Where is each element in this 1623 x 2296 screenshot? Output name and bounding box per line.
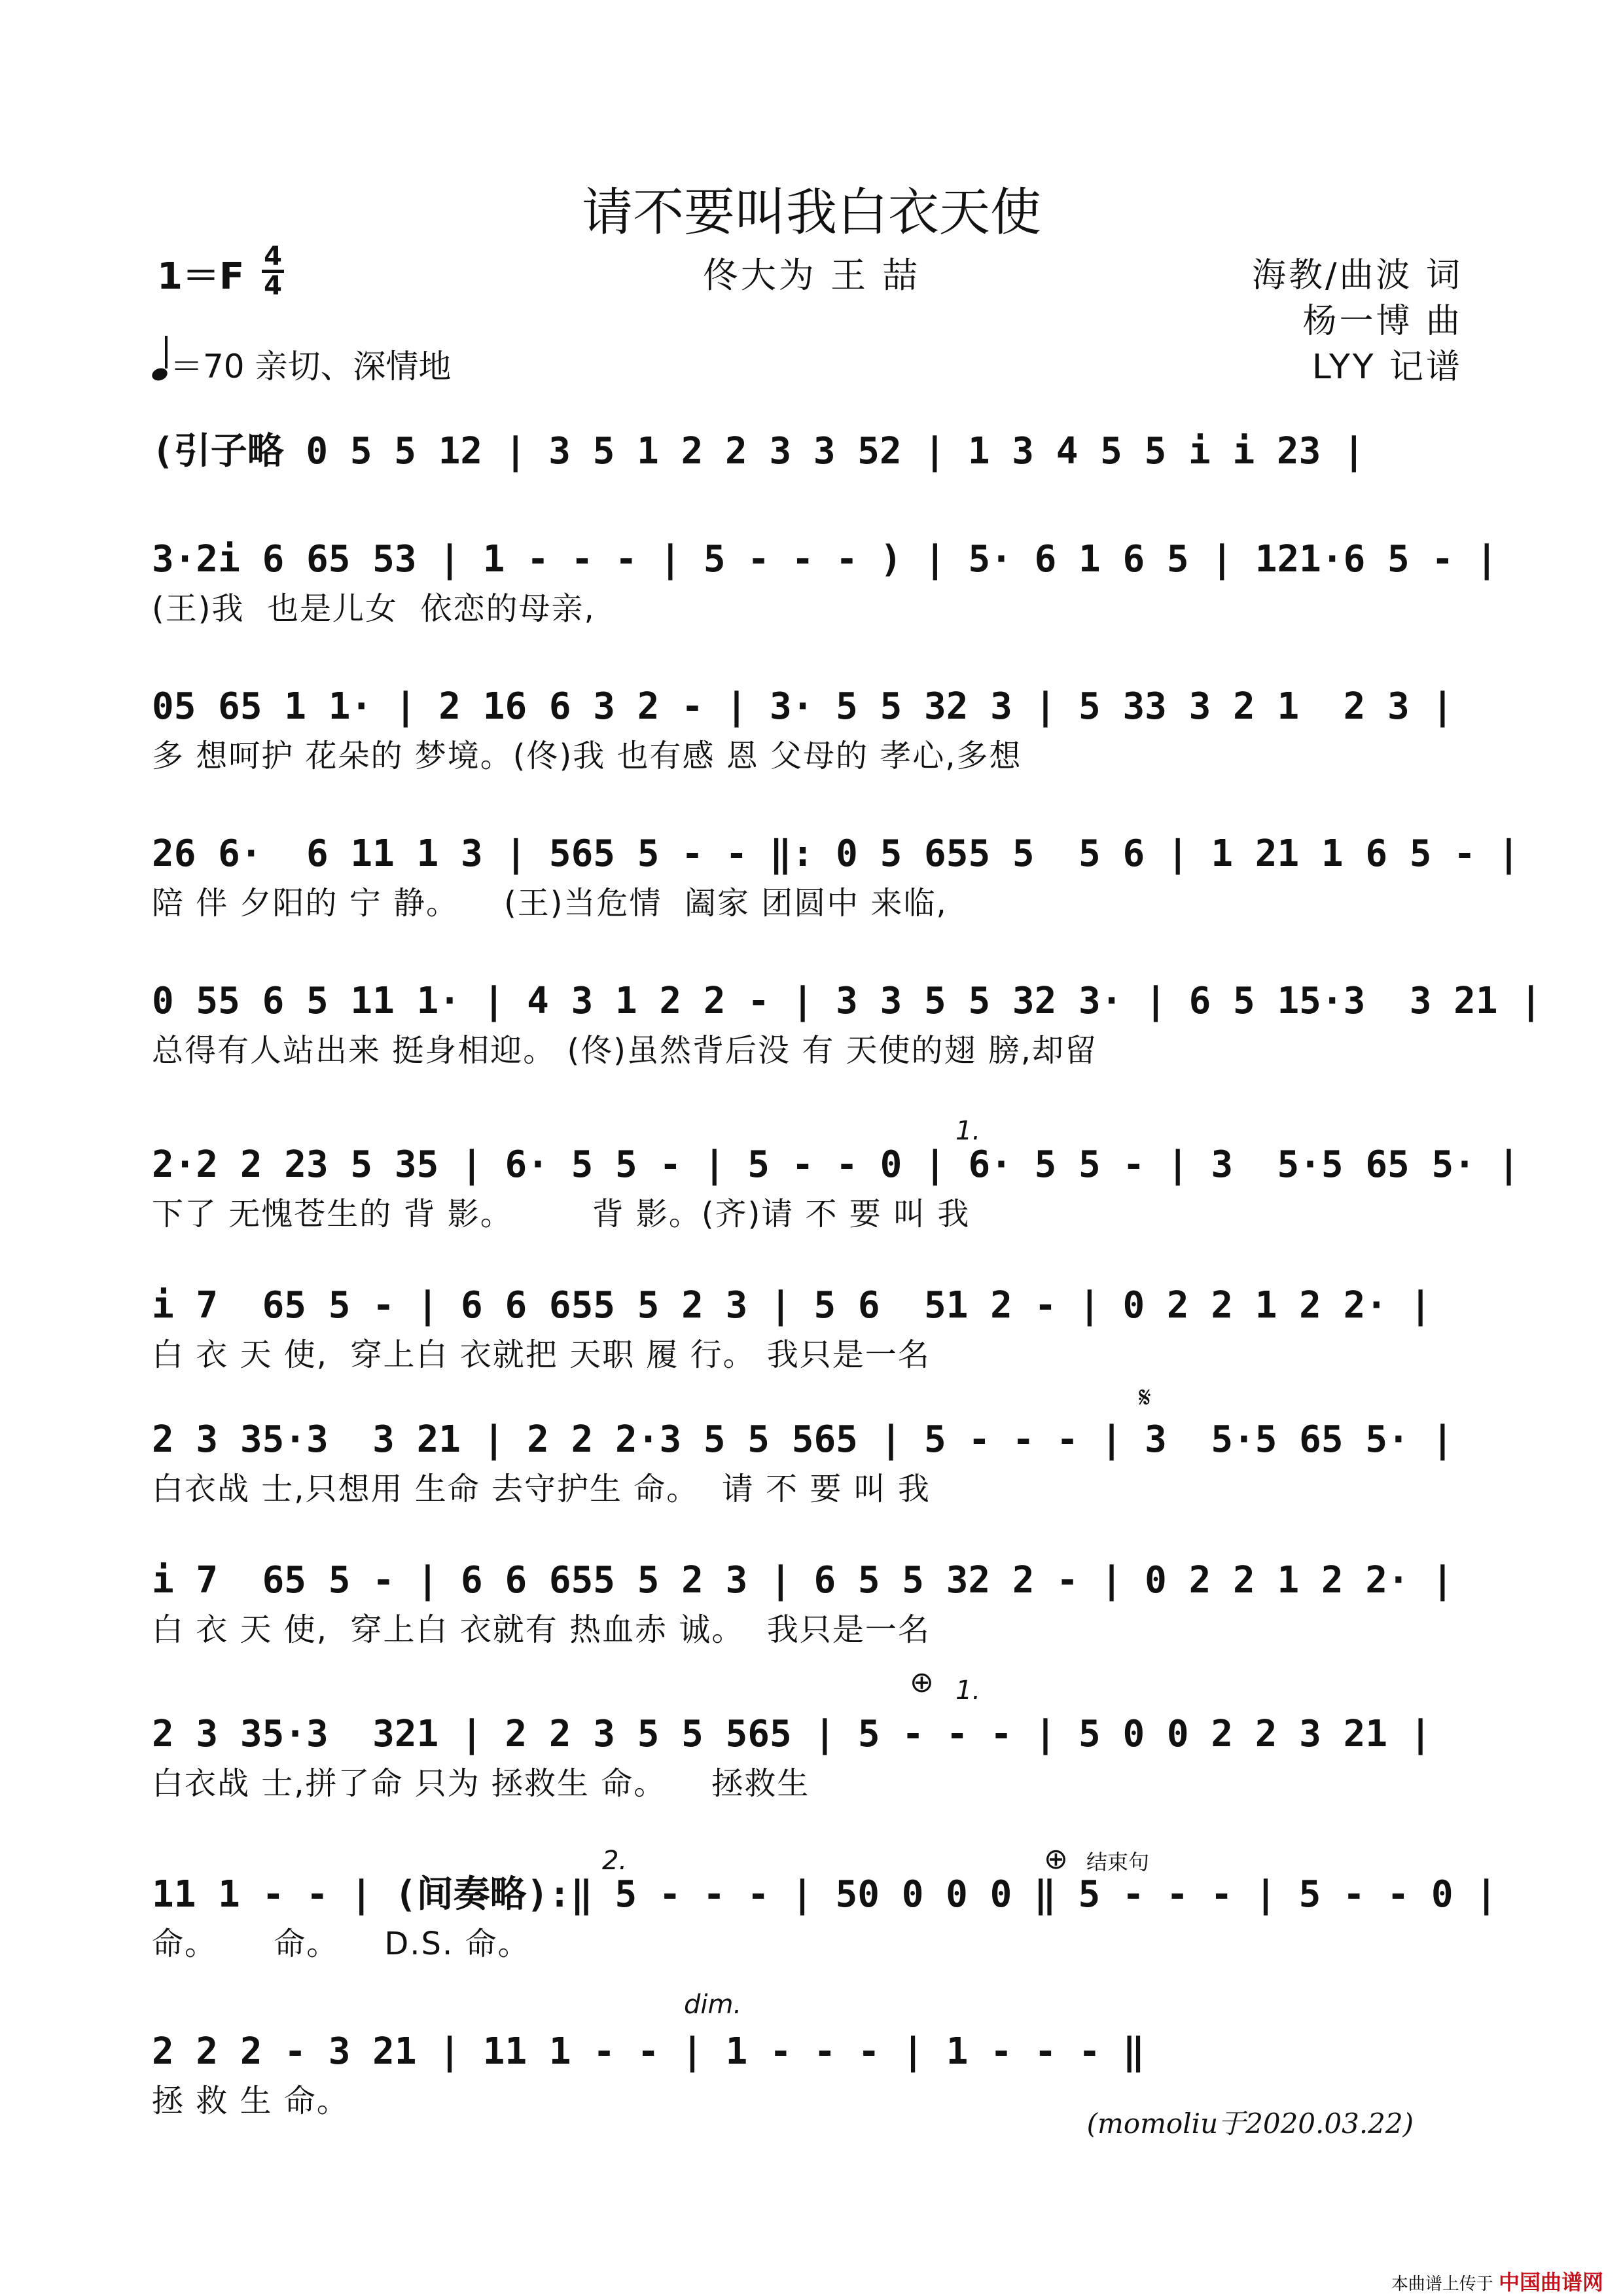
dim-mark: dim. <box>684 1990 742 2020</box>
lyrics-row: 陪 伴 夕阳的 宁 静。 (王)当危情 阖家 团圆中 来临, <box>152 885 948 922</box>
time-bottom: 4 <box>264 271 282 301</box>
notation-row: 2·2 2 23 5 35 | 6· 5 5 - | 5 - - 0 | 6· 5 5 - | 3 5·5 65 5· | <box>152 1143 1520 1186</box>
score-line <box>152 533 1498 632</box>
segno-icon: 𝄋 <box>1139 1381 1151 1414</box>
time-top: 4 <box>264 242 282 272</box>
lyricist-credit: 海教/曲波 词 <box>1251 256 1463 295</box>
quarter-note-icon <box>151 366 169 382</box>
notation-row: 11 1 - - | (间奏略):‖ 5 - - - | 50 0 0 0 ‖ 5 - - - | 5 - - 0 | <box>152 1873 1498 1916</box>
score-line <box>152 1708 1474 1806</box>
volta-1-mark-second: 1. <box>955 1676 981 1706</box>
key-signature: 1＝F <box>157 255 245 298</box>
score-line <box>152 425 1474 524</box>
transcriber-credit: LYY 记谱 <box>1311 348 1463 387</box>
lyrics-row: 拯 救 生 命。 <box>152 2083 349 2119</box>
notation-row: 26 6· 6 11 1 3 | 565 5 - - ‖: 0 5 655 5 5 6 | 1 21 1 6 5 - | <box>152 833 1520 875</box>
lyrics-row: 白衣战 士,只想用 生命 去守护生 命。 请 不 要 叫 我 <box>152 1471 931 1507</box>
notation-row: i 7 65 5 - | 6 6 655 5 2 3 | 5 6 51 2 - | 0 2 2 1 2 2· | <box>152 1284 1432 1327</box>
coda-icon-second: ⊕ <box>1044 1842 1068 1876</box>
lyrics-row: 白衣战 士,拼了命 只为 拯救生 命。 拯救生 <box>152 1765 810 1802</box>
ending-label: 结束句 <box>1086 1850 1150 1874</box>
score-line <box>152 1869 1498 1967</box>
song-title: 请不要叫我白衣天使 <box>581 183 1041 242</box>
lyrics-row <box>152 478 1474 524</box>
lyrics-row: 白 衣 天 使, 穿上白 衣就有 热血赤 诚。 我只是一名 <box>152 1611 931 1648</box>
notation-row: (引子略 0 5 5 12 | 3 5 1 2 2 3 3 52 | 1 3 4 5 5 i i 23 | <box>152 430 1365 473</box>
score-line <box>152 1554 1474 1653</box>
tempo-marking <box>152 340 452 387</box>
notation-row: 2 2 2 - 3 21 | 11 1 - - | 1 - - - | 1 - - - ‖ <box>152 2030 1145 2073</box>
score-line <box>152 975 1543 1073</box>
coda-icon: ⊕ <box>910 1666 934 1699</box>
lyrics-row: 总得有人站出来 挺身相迎。 (佟)虽然背后没 有 天使的翅 膀,却留 <box>152 1032 1098 1069</box>
signature: (momoliu于2020.03.22) <box>1086 2108 1414 2140</box>
lyrics-row: 白 衣 天 使, 穿上白 衣就把 天职 履 行。 我只是一名 <box>152 1336 931 1373</box>
lyrics-row: 下了 无愧苍生的 背 影。 背 影。(齐)请 不 要 叫 我 <box>152 1196 971 1232</box>
site-watermark <box>1391 2266 1603 2296</box>
site-prefix: 本曲谱上传于 <box>1391 2274 1493 2294</box>
lyrics-row: 命。 命。 D.S. 命。 <box>152 1926 531 1962</box>
notation-row: 3·2i 6 65 53 | 1 - - - | 5 - - - ) | 5· 6 1 6 5 | 121·6 5 - | <box>152 538 1498 581</box>
score-line <box>152 681 1474 779</box>
singers: 佟大为 王 喆 <box>702 255 921 296</box>
notation-row: 2 3 35·3 3 21 | 2 2 2·3 5 5 565 | 5 - - - | 3 5·5 65 5· | <box>152 1418 1454 1461</box>
lyrics-row: 多 想呵护 花朵的 梦境。(佟)我 也有感 恩 父母的 孝心,多想 <box>152 738 1022 774</box>
notation-row: 2 3 35·3 321 | 2 2 3 5 5 565 | 5 - - - | 5 0 0 2 2 3 21 | <box>152 1713 1432 1755</box>
composer-credit: 杨一博 曲 <box>1302 302 1463 341</box>
score-line <box>152 1139 1520 1237</box>
notation-row: 0 55 6 5 11 1· | 4 3 1 2 2 - | 3 3 5 5 32 3· | 6 5 15·3 3 21 | <box>152 980 1543 1022</box>
lyrics-row: (王)我 也是儿女 依恋的母亲, <box>152 590 596 627</box>
notation-row: 05 65 1 1· | 2 16 6 3 2 - | 3· 5 5 32 3 | 5 33 3 2 1 2 3 | <box>152 685 1454 728</box>
volta-2-mark: 2. <box>602 1846 628 1876</box>
site-name: 中国曲谱网 <box>1498 2270 1603 2295</box>
score-line <box>152 1280 1474 1378</box>
score-line <box>152 1414 1474 1512</box>
score-line <box>152 828 1520 926</box>
notation-row: i 7 65 5 - | 6 6 655 5 2 3 | 6 5 5 32 2 - | 0 2 2 1 2 2· | <box>152 1559 1454 1602</box>
tempo-text: ＝70 亲切、深情地 <box>170 348 452 386</box>
volta-1-mark: 1. <box>955 1116 981 1146</box>
note-stem-icon <box>165 336 168 368</box>
